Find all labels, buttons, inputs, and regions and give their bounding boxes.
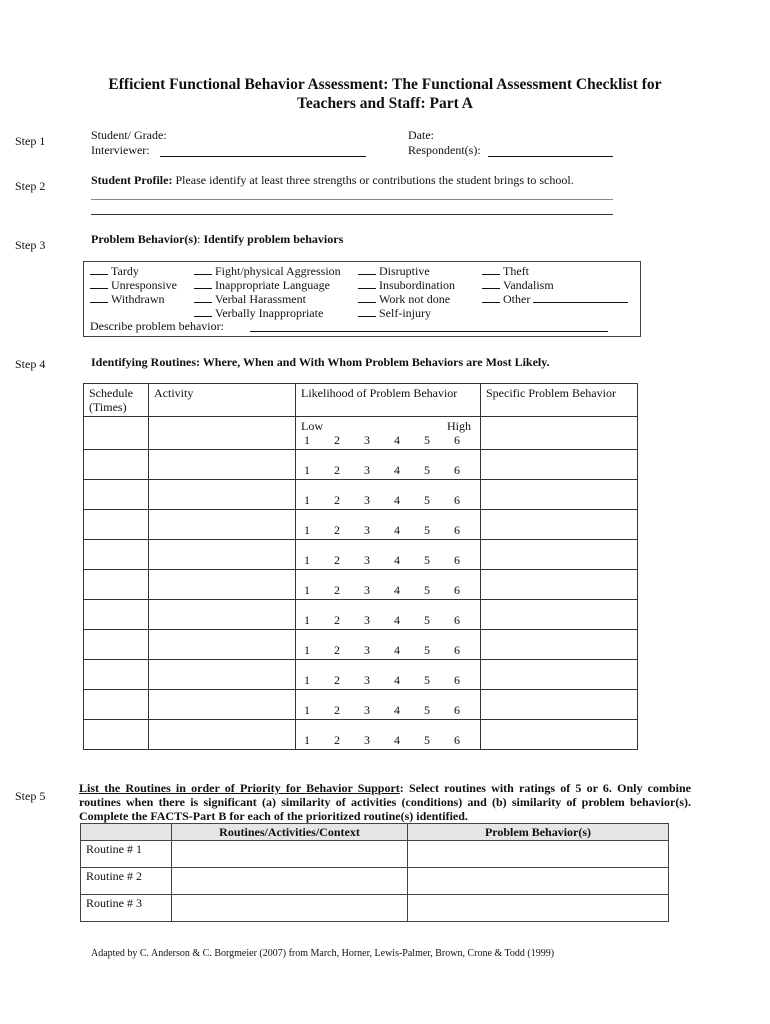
activity-cell[interactable] — [149, 480, 296, 510]
scale-low-label: Low — [301, 419, 323, 433]
checklist-item-verbally-inappropriate[interactable] — [194, 305, 323, 320]
header-routines: Routines/Activities/Context — [172, 824, 408, 841]
student-profile-heading — [91, 173, 574, 187]
item-label: Work not done — [379, 292, 451, 306]
schedule-cell[interactable] — [84, 417, 149, 450]
rating-3[interactable]: 3 — [364, 643, 370, 657]
rating-3[interactable]: 3 — [364, 463, 370, 477]
rating-6[interactable]: 6 — [454, 613, 460, 627]
checklist-item-self-injury[interactable] — [358, 305, 431, 320]
likelihood-cell — [296, 417, 481, 450]
activity-cell[interactable] — [149, 690, 296, 720]
rating-2[interactable]: 2 — [334, 613, 340, 627]
item-label: Withdrawn — [111, 292, 165, 306]
rating-1[interactable]: 1 — [304, 583, 310, 597]
rating-1[interactable]: 1 — [304, 433, 310, 447]
title-line-2: Teachers and Staff: Part A — [297, 95, 473, 112]
problem-cell[interactable] — [408, 868, 669, 895]
interviewer-label: Interviewer: — [91, 143, 150, 157]
rating-6[interactable]: 6 — [454, 433, 460, 447]
rating-5[interactable]: 5 — [424, 643, 430, 657]
likelihood-cell — [296, 570, 481, 600]
routines-table — [83, 383, 638, 750]
checkbox-blank[interactable] — [90, 277, 108, 289]
student-profile-line-2[interactable] — [91, 202, 613, 215]
rating-6[interactable]: 6 — [454, 733, 460, 747]
header-likelihood: Likelihood of Problem Behavior — [296, 384, 481, 417]
table-row — [84, 690, 638, 720]
specific-cell[interactable] — [481, 720, 638, 750]
other-field[interactable] — [533, 291, 628, 303]
likelihood-cell — [296, 720, 481, 750]
priority-instructions — [79, 781, 691, 823]
item-label: Vandalism — [503, 278, 554, 292]
problem-cell[interactable] — [408, 841, 669, 868]
schedule-cell[interactable] — [84, 690, 149, 720]
rating-1[interactable]: 1 — [304, 703, 310, 717]
rating-3[interactable]: 3 — [364, 673, 370, 687]
activity-cell[interactable] — [149, 417, 296, 450]
table-row — [84, 630, 638, 660]
specific-cell[interactable] — [481, 540, 638, 570]
title-line-1: Efficient Functional Behavior Assessment: The Functional Assessment Checklist for — [108, 76, 662, 93]
rating-6[interactable]: 6 — [454, 583, 460, 597]
item-label: Verbal Harassment — [215, 292, 306, 306]
schedule-cell[interactable] — [84, 660, 149, 690]
specific-cell[interactable] — [481, 570, 638, 600]
specific-cell[interactable] — [481, 660, 638, 690]
checklist-item-fight[interactable] — [194, 263, 341, 278]
scale-high-label: High — [447, 419, 471, 433]
rating-6[interactable]: 6 — [454, 673, 460, 687]
routine-label: Routine # 2 — [81, 868, 172, 895]
header-problem-behaviors: Problem Behavior(s) — [408, 824, 669, 841]
rating-6[interactable]: 6 — [454, 643, 460, 657]
specific-cell[interactable] — [481, 450, 638, 480]
rating-3[interactable]: 3 — [364, 733, 370, 747]
checkbox-blank[interactable] — [482, 291, 500, 303]
item-label: Other — [503, 292, 531, 306]
respondents-label: Respondent(s): — [408, 143, 481, 157]
problem-behaviors-bold: Problem Behavior(s) — [91, 232, 198, 246]
likelihood-cell — [296, 630, 481, 660]
rating-4[interactable]: 4 — [394, 433, 400, 447]
table-row — [84, 480, 638, 510]
footer-citation: Adapted by C. Anderson & C. Borgmeier (2007) from March, Horner, Lewis-Palmer, Brown, Crone & Todd (1999) — [91, 948, 555, 959]
rating-1[interactable]: 1 — [304, 493, 310, 507]
table-row — [84, 417, 638, 450]
heading-sep: : — [197, 232, 204, 246]
student-profile-bold: Student Profile: — [91, 173, 173, 187]
rating-4[interactable]: 4 — [394, 553, 400, 567]
schedule-cell[interactable] — [84, 450, 149, 480]
student-profile-text: Please identify at least three strengths or contributions the student brings to school. — [172, 173, 574, 187]
rating-5[interactable]: 5 — [424, 523, 430, 537]
likelihood-cell — [296, 660, 481, 690]
routine-cell[interactable] — [172, 895, 408, 922]
rating-1[interactable]: 1 — [304, 553, 310, 567]
rating-4[interactable]: 4 — [394, 703, 400, 717]
table-row — [84, 450, 638, 480]
problem-behaviors-heading — [91, 232, 343, 246]
routine-cell[interactable] — [172, 841, 408, 868]
rating-2[interactable]: 2 — [334, 703, 340, 717]
checkbox-blank[interactable] — [482, 277, 500, 289]
schedule-cell[interactable] — [84, 540, 149, 570]
step-1-label: Step 1 — [15, 134, 46, 148]
schedule-cell[interactable] — [84, 720, 149, 750]
item-label: Inappropriate Language — [215, 278, 330, 292]
activity-cell[interactable] — [149, 630, 296, 660]
activity-cell[interactable] — [149, 600, 296, 630]
rating-4[interactable]: 4 — [394, 523, 400, 537]
rating-3[interactable]: 3 — [364, 613, 370, 627]
item-label: Tardy — [111, 264, 139, 278]
likelihood-cell — [296, 690, 481, 720]
header-blank — [81, 824, 172, 841]
rating-2[interactable]: 2 — [334, 583, 340, 597]
rating-5[interactable]: 5 — [424, 613, 430, 627]
checklist-item-inappropriate-language[interactable] — [194, 277, 330, 292]
checklist-item-tardy[interactable] — [90, 263, 139, 278]
rating-6[interactable]: 6 — [454, 523, 460, 537]
rating-3[interactable]: 3 — [364, 493, 370, 507]
rating-2[interactable]: 2 — [334, 643, 340, 657]
describe-label: Describe problem behavior: — [90, 319, 224, 333]
step-4-label: Step 4 — [15, 357, 46, 371]
step-5-label: Step 5 — [15, 789, 46, 803]
table-header-row — [84, 384, 638, 417]
specific-cell[interactable] — [481, 417, 638, 450]
step-3-label: Step 3 — [15, 238, 46, 252]
checkbox-blank[interactable] — [90, 263, 108, 275]
table-row — [84, 570, 638, 600]
item-label: Insubordination — [379, 278, 455, 292]
respondents-field[interactable] — [488, 143, 613, 157]
checklist-item-withdrawn[interactable] — [90, 291, 165, 306]
item-label: Disruptive — [379, 264, 430, 278]
date-label: Date: — [408, 128, 434, 142]
activity-cell[interactable] — [149, 540, 296, 570]
table-row — [81, 895, 669, 922]
specific-cell[interactable] — [481, 690, 638, 720]
table-row — [84, 600, 638, 630]
table-row — [84, 660, 638, 690]
rating-6[interactable]: 6 — [454, 493, 460, 507]
rating-4[interactable]: 4 — [394, 643, 400, 657]
rating-2[interactable]: 2 — [334, 733, 340, 747]
routines-heading: Identifying Routines: Where, When and With Whom Problem Behaviors are Most Likely. — [91, 355, 550, 369]
rating-4[interactable]: 4 — [394, 493, 400, 507]
rating-1[interactable]: 1 — [304, 673, 310, 687]
rating-4[interactable]: 4 — [394, 583, 400, 597]
checklist-item-verbal-harassment[interactable] — [194, 291, 306, 306]
rating-5[interactable]: 5 — [424, 733, 430, 747]
rating-5[interactable]: 5 — [424, 583, 430, 597]
priority-heading-text: : Select routines with ratings of 5 or 6. Only combine routines when there is significant (a) similarity of activities (conditions) and (b) similarity of problem behavior(s). Complete the FACTS-Part B for each of the prioritized routine(s) identified. — [79, 781, 691, 823]
rating-1[interactable]: 1 — [304, 733, 310, 747]
activity-cell[interactable] — [149, 450, 296, 480]
header-activity: Activity — [149, 384, 296, 417]
checklist-item-vandalism[interactable] — [482, 277, 554, 292]
interviewer-field[interactable] — [160, 143, 366, 157]
item-label: Fight/physical Aggression — [215, 264, 341, 278]
likelihood-cell — [296, 540, 481, 570]
specific-cell[interactable] — [481, 480, 638, 510]
rating-3[interactable]: 3 — [364, 523, 370, 537]
table-row — [81, 868, 669, 895]
checklist-item-insubordination[interactable] — [358, 277, 455, 292]
schedule-cell[interactable] — [84, 600, 149, 630]
routine-cell[interactable] — [172, 868, 408, 895]
schedule-cell[interactable] — [84, 480, 149, 510]
rating-2[interactable]: 2 — [334, 433, 340, 447]
checklist-item-work-not-done[interactable] — [358, 291, 450, 306]
step-2-label: Step 2 — [15, 179, 46, 193]
rating-1[interactable]: 1 — [304, 523, 310, 537]
activity-cell[interactable] — [149, 570, 296, 600]
header-schedule: Schedule (Times) — [84, 384, 149, 417]
checkbox-blank[interactable] — [90, 291, 108, 303]
rating-5[interactable]: 5 — [424, 553, 430, 567]
activity-cell[interactable] — [149, 720, 296, 750]
schedule-cell[interactable] — [84, 630, 149, 660]
checklist-item-theft[interactable] — [482, 263, 529, 278]
likelihood-cell — [296, 510, 481, 540]
checkbox-blank[interactable] — [358, 291, 376, 303]
likelihood-cell — [296, 480, 481, 510]
item-label: Self-injury — [379, 306, 431, 320]
rating-3[interactable]: 3 — [364, 703, 370, 717]
checkbox-blank[interactable] — [358, 305, 376, 317]
table-row — [84, 510, 638, 540]
item-label: Verbally Inappropriate — [215, 306, 324, 320]
item-label: Unresponsive — [111, 278, 177, 292]
problem-behavior-checklist — [83, 261, 641, 337]
rating-1[interactable]: 1 — [304, 463, 310, 477]
table-row — [84, 720, 638, 750]
rating-2[interactable]: 2 — [334, 553, 340, 567]
rating-2[interactable]: 2 — [334, 523, 340, 537]
page-title — [0, 75, 770, 113]
rating-1[interactable]: 1 — [304, 643, 310, 657]
rating-3[interactable]: 3 — [364, 583, 370, 597]
rating-3[interactable]: 3 — [364, 433, 370, 447]
checkbox-blank[interactable] — [358, 277, 376, 289]
routine-label: Routine # 1 — [81, 841, 172, 868]
item-label: Theft — [503, 264, 529, 278]
student-profile-line-1[interactable] — [91, 186, 613, 200]
checkbox-blank[interactable] — [194, 291, 212, 303]
rating-5[interactable]: 5 — [424, 463, 430, 477]
checklist-item-unresponsive[interactable] — [90, 277, 177, 292]
rating-6[interactable]: 6 — [454, 553, 460, 567]
checkbox-blank[interactable] — [358, 263, 376, 275]
rating-2[interactable]: 2 — [334, 463, 340, 477]
specific-cell[interactable] — [481, 600, 638, 630]
rating-5[interactable]: 5 — [424, 703, 430, 717]
table-row — [81, 841, 669, 868]
specific-cell[interactable] — [481, 510, 638, 540]
problem-cell[interactable] — [408, 895, 669, 922]
rating-1[interactable]: 1 — [304, 613, 310, 627]
checkbox-blank[interactable] — [482, 263, 500, 275]
table-row — [84, 540, 638, 570]
rating-4[interactable]: 4 — [394, 613, 400, 627]
rating-4[interactable]: 4 — [394, 673, 400, 687]
header-specific: Specific Problem Behavior — [481, 384, 638, 417]
checkbox-blank[interactable] — [194, 277, 212, 289]
specific-cell[interactable] — [481, 630, 638, 660]
likelihood-cell — [296, 450, 481, 480]
checklist-item-disruptive[interactable] — [358, 263, 430, 278]
rating-4[interactable]: 4 — [394, 733, 400, 747]
checkbox-blank[interactable] — [194, 305, 212, 317]
rating-3[interactable]: 3 — [364, 553, 370, 567]
schedule-cell[interactable] — [84, 510, 149, 540]
rating-2[interactable]: 2 — [334, 673, 340, 687]
routine-label: Routine # 3 — [81, 895, 172, 922]
rating-6[interactable]: 6 — [454, 703, 460, 717]
likelihood-cell — [296, 600, 481, 630]
describe-field[interactable] — [250, 319, 608, 332]
rating-2[interactable]: 2 — [334, 493, 340, 507]
student-grade-label: Student/ Grade: — [91, 128, 167, 142]
rating-5[interactable]: 5 — [424, 673, 430, 687]
schedule-cell[interactable] — [84, 570, 149, 600]
priority-routines-table — [80, 823, 669, 922]
table-header-row — [81, 824, 669, 841]
problem-behaviors-text: Identify problem behaviors — [203, 232, 344, 246]
checkbox-blank[interactable] — [194, 263, 212, 275]
activity-cell[interactable] — [149, 510, 296, 540]
rating-5[interactable]: 5 — [424, 433, 430, 447]
rating-4[interactable]: 4 — [394, 463, 400, 477]
priority-heading-underlined: List the Routines in order of Priority for Behavior Support — [79, 781, 400, 795]
rating-5[interactable]: 5 — [424, 493, 430, 507]
activity-cell[interactable] — [149, 660, 296, 690]
rating-6[interactable]: 6 — [454, 463, 460, 477]
checklist-item-other[interactable] — [482, 291, 628, 306]
